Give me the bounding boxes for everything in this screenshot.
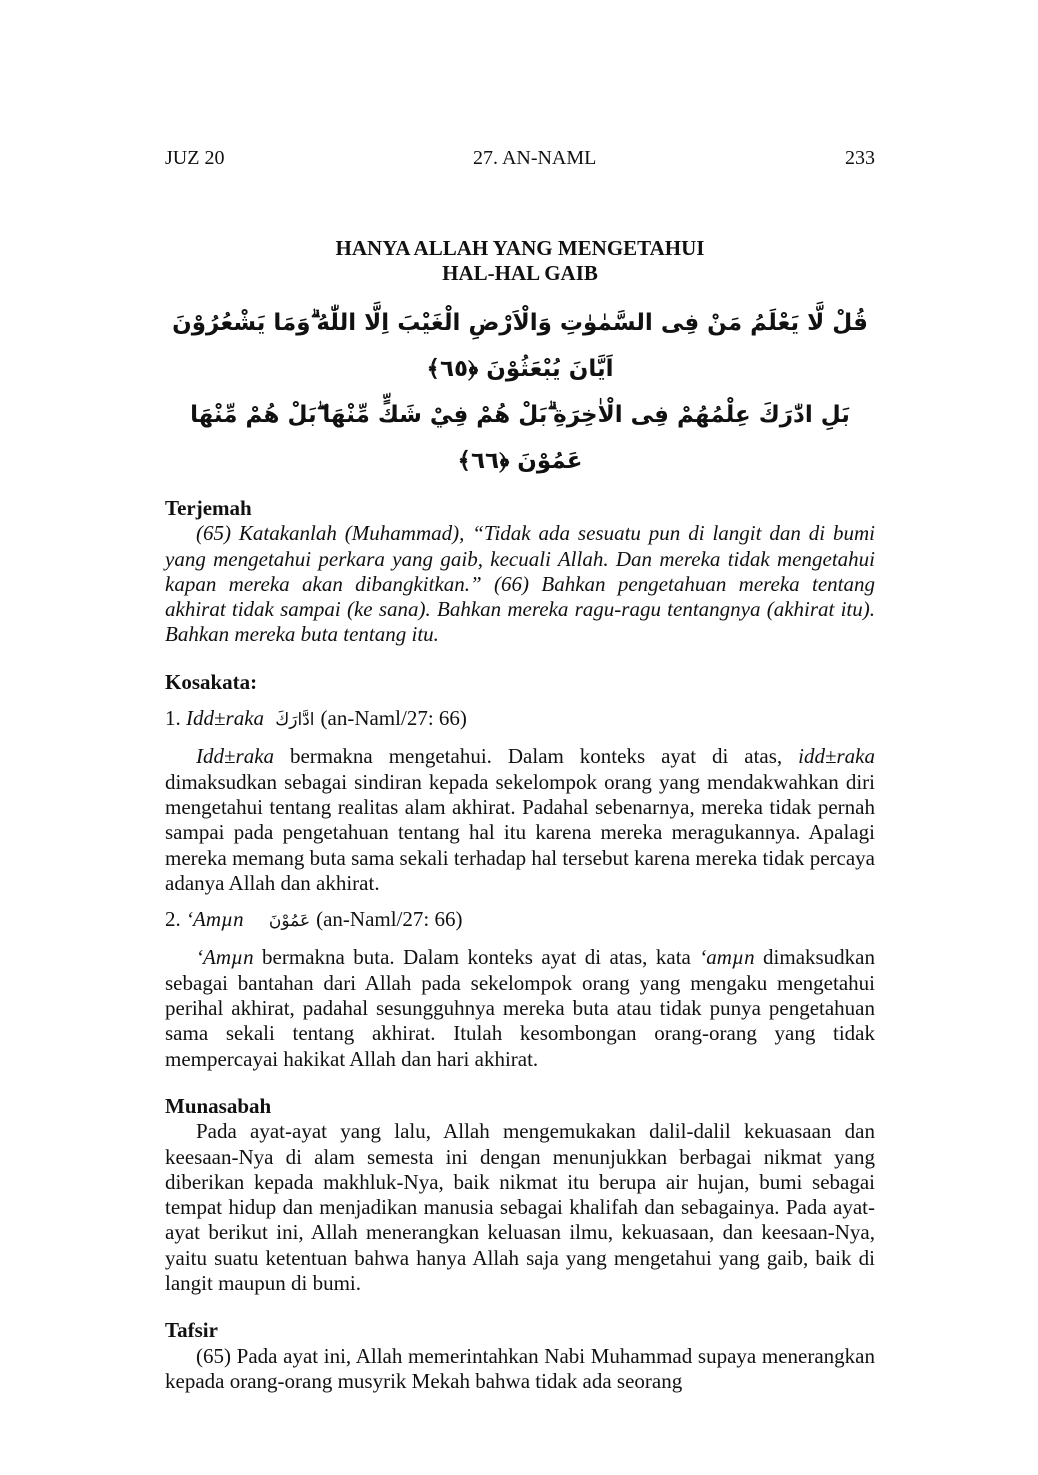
section-title xyxy=(165,236,875,286)
arabic-verses xyxy=(165,300,875,484)
surah-label: 27. AN-NAML xyxy=(473,147,597,169)
terjemah-heading: Terjemah xyxy=(165,496,252,520)
term: ‘amµn xyxy=(699,945,755,970)
vocab-ref: (an-Naml/27: 66) xyxy=(320,706,467,731)
term: Idd±raka xyxy=(196,744,275,769)
juz-label: JUZ 20 xyxy=(165,147,225,169)
terjemah-section xyxy=(165,496,875,648)
munasabah-section xyxy=(165,1094,875,1296)
munasabah-text: Pada ayat-ayat yang lalu, Allah mengemukakan dalil-dalil kekuasaan dan keesaan-Nya di alam semesta ini dengan menunjukkan berbagai nikmat yang diberikan kepada makhluk-Nya, baik nikmat itu berupa air hujan, bumi sebagai tempat hidup dan menjadikan manusia sebagai khalifah dan sebagainya. Pada ayat-ayat berikut ini, Allah menerangkan keluasan ilmu, kekuasaan, dan keesaan-Nya, yaitu suatu ketentuan bahwa hanya Allah saja yang mengetahui yang gaib, baik di langit maupun di bumi. xyxy=(165,1119,875,1296)
vocab-item-2 xyxy=(165,907,875,934)
title-line-1: HANYA ALLAH YANG MENGETAHUI xyxy=(335,236,705,260)
tafsir-section xyxy=(165,1318,875,1394)
text: bermakna buta. Dalam konteks ayat di atas, kata xyxy=(253,945,700,970)
vocab-definition-2 xyxy=(165,945,875,1071)
vocab-arabic: عَمُوْنَ xyxy=(268,911,311,932)
verse-66: بَلِ ادّٰرَكَ عِلْمُهُمْ فِى الْاٰخِرَةِ ۗبَلْ هُمْ فِيْ شَكٍّ مِّنْهَا ۖبَلْ هُمْ مِّنْهَا عَمُوْنَ ﴿٦٦﴾ xyxy=(190,402,850,474)
tafsir-text: (65) Pada ayat ini, Allah memerintahkan Nabi Muhammad supaya menerangkan kepada orang-orang musyrik Mekah bahwa tidak ada seorang xyxy=(165,1343,875,1393)
terjemah-text: (65) Katakanlah (Muhammad), “Tidak ada sesuatu pun di langit dan di bumi yang mengetahui perkara yang gaib, kecuali Allah. Dan mereka tidak mengetahui kapan mereka akan dibangkitkan.” (66) Bahkan pengetahuan mereka tentang akhirat tidak sampai (ke sana). Bahkan mereka ragu-ragu tentangnya (akhirat itu). Bahkan mereka buta tentang itu. xyxy=(165,521,875,647)
vocab-definition-1 xyxy=(165,744,875,896)
vocab-term: ‘Amµn xyxy=(186,907,244,932)
text: dimaksudkan sebagai sindiran kepada sekelompok orang yang mendakwahkan diri mengetahui tentang realitas alam akhirat. Padahal sebenarnya, mereka tidak pernah sampai pada pengetahuan tentang hal itu karena mereka meragukannya. Apalagi mereka memang buta sama sekali terhadap hal tersebut karena mereka tidak percaya adanya Allah dan akhirat. xyxy=(165,769,875,895)
running-header xyxy=(165,146,875,171)
vocab-ref: (an-Naml/27: 66) xyxy=(316,907,463,932)
text: bermakna mengetahui. Dalam konteks ayat di atas, xyxy=(274,744,799,769)
item-number: 1. xyxy=(165,706,181,731)
item-number: 2. xyxy=(165,907,181,932)
text: dimaksudkan sebagai bantahan dari Allah pada sekelompok orang yang mengaku mengetahui perihal akhirat, padahal sesungguhnya mereka buta atau tidak punya pengetahuan sama sekali tentang akhirat. Itulah kesombongan orang-orang yang tidak mempercayai hakikat Allah dan hari akhirat. xyxy=(165,945,876,1071)
vocab-term: Idd±raka xyxy=(186,706,265,731)
vocab-arabic: ادَّارَكَ xyxy=(275,710,315,731)
term: idd±raka xyxy=(798,744,875,769)
title-line-2: HAL-HAL GAIB xyxy=(442,261,598,285)
kosakata-section xyxy=(165,670,875,1072)
page-number: 233 xyxy=(844,147,875,169)
term: ‘Amµn xyxy=(196,945,254,970)
vocab-item-1 xyxy=(165,706,875,733)
munasabah-heading: Munasabah xyxy=(165,1093,272,1118)
kosakata-heading: Kosakata: xyxy=(165,669,258,694)
tafsir-heading: Tafsir xyxy=(165,1318,218,1343)
verse-65: قُلْ لَّا يَعْلَمُ مَنْ فِى السَّمٰوٰتِ وَالْاَرْضِ الْغَيْبَ اِلَّا اللّٰهُ ۗوَمَا يَشْعُرُوْنَ اَيَّانَ يُبْعَثُوْنَ ﴿٦٥﴾ xyxy=(172,310,868,382)
